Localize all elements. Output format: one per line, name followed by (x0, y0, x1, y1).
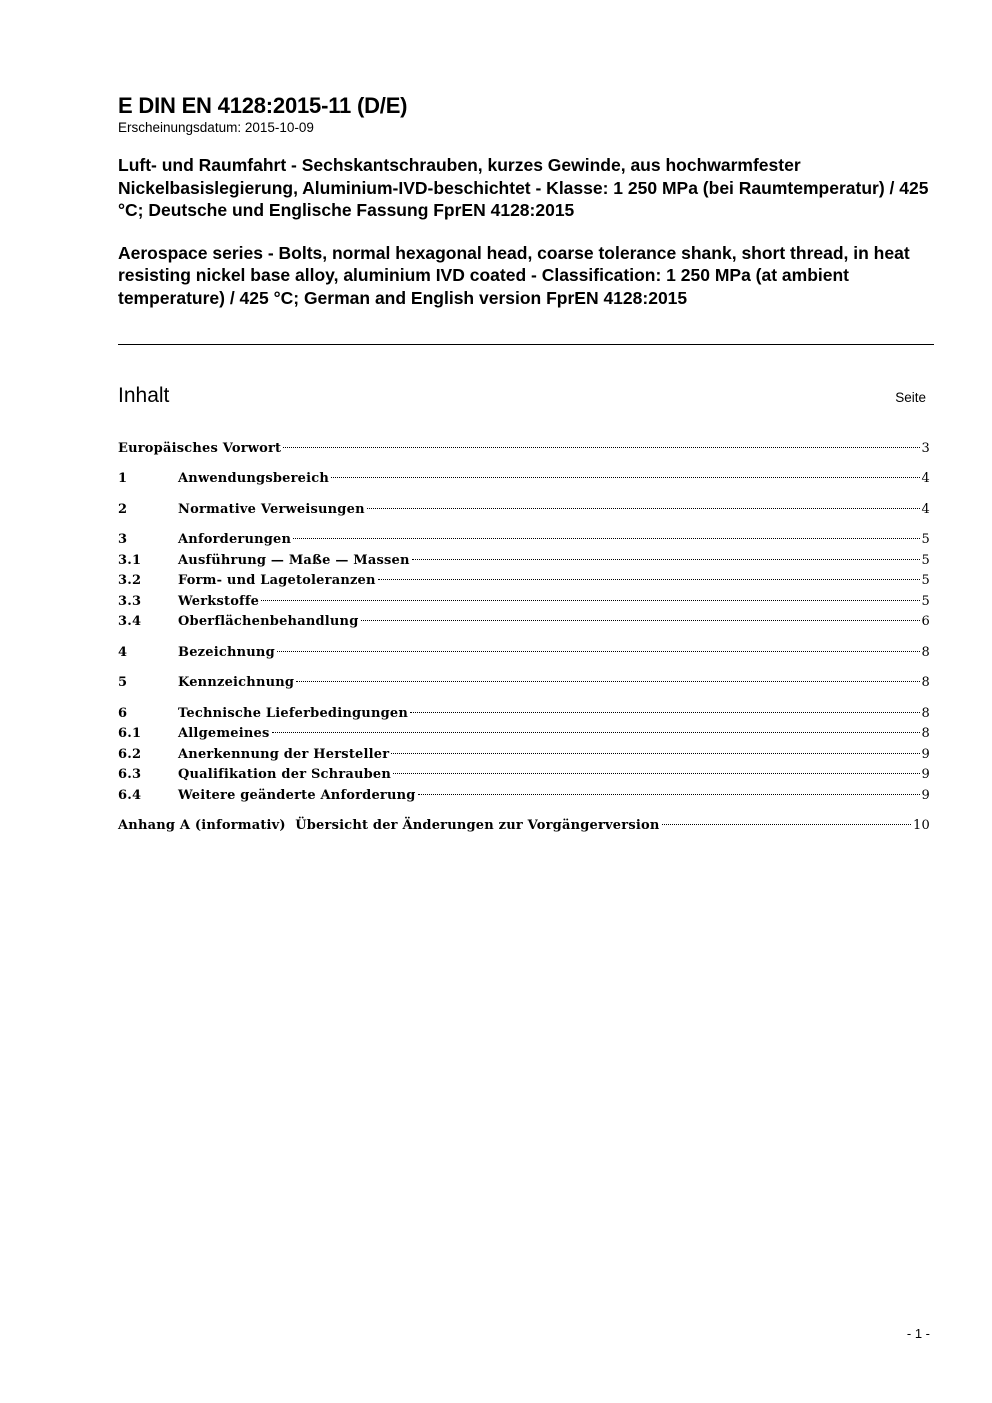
toc-entry-number: 6 (118, 706, 128, 721)
toc-entry-text: Oberflächenbehandlung (178, 614, 359, 629)
toc-entry-number: 4 (118, 645, 128, 660)
toc-dot-leader (410, 711, 920, 713)
toc-entry-number: 6.4 (118, 788, 142, 803)
toc-entry[interactable] (118, 553, 930, 573)
toc-entry[interactable] (118, 726, 930, 746)
toc-entry-text: Kennzeichnung (178, 675, 295, 690)
toc-entry[interactable] (118, 706, 930, 726)
toc-entry[interactable] (118, 614, 930, 634)
toc-entry-text: Weitere geänderte Anforderung (178, 788, 416, 803)
publication-date: Erscheinungsdatum: 2015-10-09 (118, 120, 314, 135)
toc-entry-page: 6 (921, 614, 930, 629)
toc-entry[interactable] (118, 767, 930, 787)
toc-entry[interactable] (118, 502, 930, 522)
toc-dot-leader (361, 619, 920, 621)
toc-entry-number: 5 (118, 675, 128, 690)
toc-entry-page: 5 (921, 594, 930, 609)
toc-entry[interactable] (118, 471, 930, 491)
toc-dot-leader (378, 578, 920, 580)
toc-entry-page: 3 (921, 441, 930, 456)
toc-entry-page: 10 (913, 818, 930, 833)
toc-entry-number: 1 (118, 471, 128, 486)
toc-dot-leader (331, 476, 919, 478)
toc-entry-page: 8 (921, 726, 930, 741)
toc-entry-number: 2 (118, 502, 128, 517)
toc-entry[interactable] (118, 818, 930, 838)
toc-entry-text: Technische Lieferbedingungen (178, 706, 409, 721)
toc-entry-text: Europäisches Vorwort (118, 441, 282, 456)
toc-entry-page: 8 (921, 706, 930, 721)
toc-dot-leader (283, 446, 919, 448)
toc-entry-text: Normative Verweisungen (178, 502, 365, 517)
toc-entry[interactable] (118, 788, 930, 808)
toc-header (118, 382, 926, 410)
toc-entry-number: 6.3 (118, 767, 142, 782)
toc-dot-leader (261, 599, 919, 601)
toc-dot-leader (418, 793, 920, 795)
subtitle-english: Aerospace series - Bolts, normal hexagonal head, coarse tolerance shank, short thread, in heat resisting nickel base alloy, aluminium IVD coated - Classification: 1 250 MPa (at ambient temperature) / 425 °C; German and English version FprEN 4128:2015 (118, 242, 910, 308)
toc-dot-leader (391, 752, 919, 754)
toc-entry-number: 3 (118, 532, 128, 547)
toc-entry-text: Qualifikation der Schrauben (178, 767, 392, 782)
toc-entry-text: Anerkennung der Hersteller (178, 747, 390, 762)
toc-entry-number: 6.1 (118, 726, 142, 741)
toc-entry-number: 3.2 (118, 573, 142, 588)
toc-entry-page: 4 (921, 471, 930, 486)
toc-dot-leader (662, 823, 912, 825)
subtitle-german: Luft- und Raumfahrt - Sechskantschrauben, kurzes Gewinde, aus hochwarmfester Nickelbasislegierung, Aluminium-IVD-beschichtet - Klasse: 1 250 MPa (bei Raumtemperatur) / 425 °C; Deutsche und Englische Fassung FprEN 4128:2015 (118, 155, 929, 220)
document-header (118, 92, 934, 309)
toc-entry-page: 5 (921, 573, 930, 588)
page-number: - 1 - (906, 1326, 930, 1341)
toc-entry-page: 9 (921, 747, 930, 762)
toc-entry[interactable] (118, 594, 930, 614)
toc-dot-leader (293, 537, 919, 539)
toc-entry-page: 4 (921, 502, 930, 517)
toc-entry-number: 6.2 (118, 747, 142, 762)
toc-entry[interactable] (118, 747, 930, 767)
toc-entry-page: 9 (921, 788, 930, 803)
toc-dot-leader (412, 558, 920, 560)
toc-page-label: Seite (895, 390, 926, 405)
toc-entry-number: 3.4 (118, 614, 142, 629)
toc-dot-leader (272, 731, 920, 733)
toc-entry[interactable] (118, 532, 930, 552)
toc-entry-text: Werkstoffe (178, 594, 260, 609)
toc-entry-text: Anhang A (informativ) Übersicht der Änderungen zur Vorgängerversion (118, 818, 660, 833)
header-divider (118, 344, 934, 345)
toc-entry-number: 3.1 (118, 553, 142, 568)
toc-entry-text: Form- und Lagetoleranzen (178, 573, 376, 588)
toc-entry-text: Allgemeines (178, 726, 270, 741)
toc-dot-leader (393, 772, 919, 774)
toc-dot-leader (367, 507, 920, 509)
toc-entry[interactable] (118, 645, 930, 665)
toc-entry[interactable] (118, 573, 930, 593)
toc-entry[interactable] (118, 675, 930, 695)
toc-entry-text: Ausführung — Maße — Massen (178, 553, 410, 568)
toc-entry-number: 3.3 (118, 594, 142, 609)
toc-entry-text: Bezeichnung (178, 645, 275, 660)
toc-dot-leader (277, 650, 920, 652)
toc-entry-page: 8 (921, 645, 930, 660)
toc-dot-leader (296, 680, 919, 682)
toc-heading: Inhalt (118, 384, 170, 407)
toc-entry-text: Anforderungen (178, 532, 292, 547)
toc-entry-page: 5 (921, 553, 930, 568)
toc-entry-page: 8 (921, 675, 930, 690)
toc-entry-text: Anwendungsbereich (178, 471, 330, 486)
toc-entry-page: 5 (921, 532, 930, 547)
toc-entry-page: 9 (921, 767, 930, 782)
document-title: E DIN EN 4128:2015-11 (D/E) (118, 93, 408, 118)
toc-entry[interactable] (118, 441, 930, 461)
